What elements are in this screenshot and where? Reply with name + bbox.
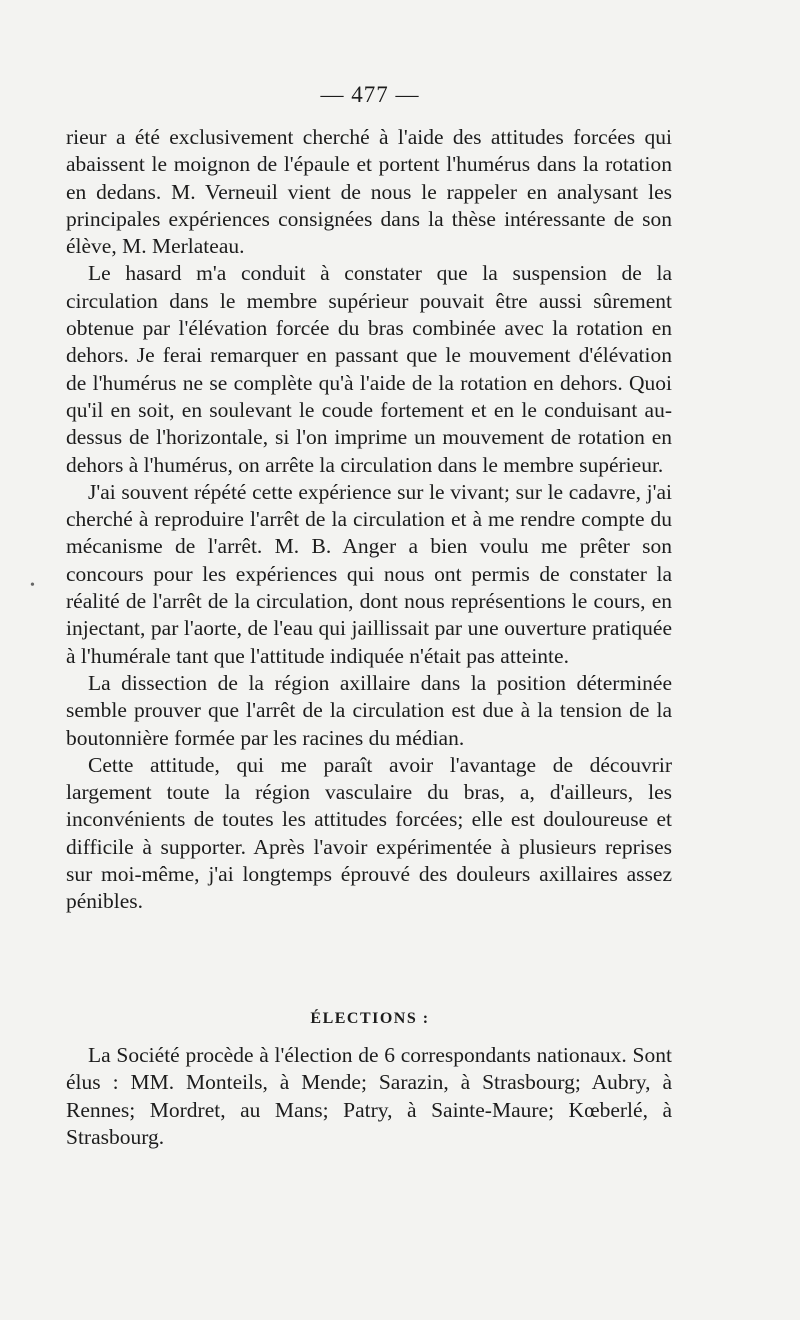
margin-mark: •: [30, 578, 35, 593]
paragraph-2: Le hasard m'a conduit à constater que la suspension de la circulation dans le membre supérieur pouvait être aussi sûrement obtenue par l'élévation forcée du bras combinée avec la rotation en dehors. Je ferai remarquer en passant que le mouvement d'élévation de l'humérus ne se complète qu'à l'aide de la rotation en dehors. Quoi qu'il en soit, en soulevant le coude fortement et en le conduisant au-dessus de l'horizontale, si l'on imprime un mouvement de rotation en dehors à l'humérus, on arrête la circulation dans le membre supérieur.: [66, 261, 672, 477]
paragraph-1: rieur a été exclusivement cherché à l'aide des attitudes forcées qui abaissent le moignon de l'épaule et portent l'humérus dans la rotation en dedans. M. Verneuil vient de nous le rappeler en analysant les principales expériences consignées dans la thèse intéressante de son élève, M. Merlateau.: [66, 125, 672, 259]
paragraph-5: Cette attitude, qui me paraît avoir l'avantage de découvrir largement toute la région vasculaire du bras, a, d'ailleurs, les inconvénients de toutes les attitudes forcées; elle est douloureuse et difficile à supporter. Après l'avoir expérimentée à plusieurs reprises sur moi-même, j'ai longtemps éprouvé des douleurs axillaires assez pénibles.: [66, 752, 672, 914]
paragraph-4: La dissection de la région axillaire dans la position déterminée semble prouver que l'arrêt de la circulation est due à la tension de la boutonnière formée par les racines du médian.: [66, 670, 672, 750]
elections-paragraph: La Société procède à l'élection de 6 correspondants nationaux. Sont élus : MM. Monteils, à Mende; Sarazin, à Strasbourg; Aubry, à Rennes; Mordret, au Mans; Patry, à Sainte-Maure; Kœberlé, à Strasbourg.: [66, 1043, 672, 1149]
elections-section: [66, 1042, 672, 1151]
page-number: — 477 —: [320, 82, 420, 107]
paragraph-3: J'ai souvent répété cette expérience sur le vivant; sur le cadavre, j'ai cherché à reproduire l'arrêt de la circulation et à me rendre compte du mécanisme de l'arrêt. M. B. Anger a bien voulu me prêter son concours pour les expériences qui nous ont permis de constater la réalité de l'arrêt de la circulation, dont nous représentions le cours, en injectant, par l'aorte, de l'eau qui jaillissait par une ouverture pratiquée à l'humérale tant que l'attitude indiquée n'était pas atteinte.: [66, 479, 672, 668]
body-text: [66, 124, 672, 916]
elections-heading: ÉLECTIONS :: [310, 1010, 430, 1027]
